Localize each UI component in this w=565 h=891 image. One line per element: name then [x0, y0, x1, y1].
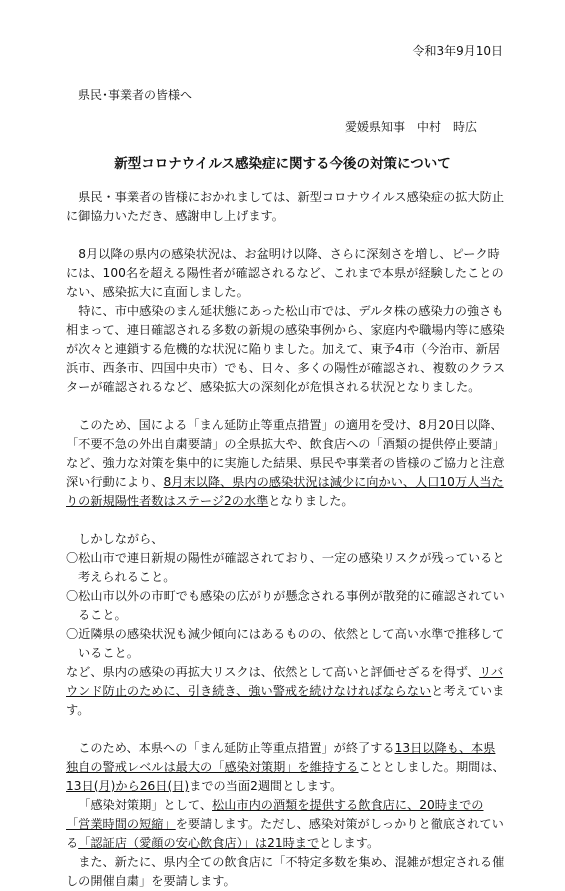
underlined-text: リバウンド防止のために、引き続き、強い警戒を続けなければならない [66, 665, 504, 698]
paragraph-matsuyama-situation: 特に、市中感染のまん延状態にあった松山市では、デルタ株の感染力の強さも相まって、連日確認される多数の新規の感染事例から、家庭内や職場内等に感染が次々と連鎖する危機的な状況に陥りました。加えて、東予4市（今治市、新居浜市、西条市、四国中央市）でも、日々、多くの陽性が確認され、複数のクラスターが確認されるなど、感染拡大の深刻化が危惧される状況となりました。 [66, 304, 506, 394]
paragraph-august-situation: 8月以降の県内の感染状況は、お盆明け以降、さらに深刻さを増し、ピーク時には、100名を超える陽性者が確認されるなど、これまで本県が経験したことのない、感染拡大に直面しました。 [66, 247, 504, 299]
paragraph-measures-result: このため、国による「まん延防止等重点措置」の適用を受け、8月20日以降、「不要不急の外出自粛要請」の全県拡大や、飲食店への「酒類の提供停止要請」など、強力な対策を集中的に実施した結果、県民や事業者の皆様のご協力と注意深い行動により、8月末以降、県内の感染状況は減少に向かい、人口10万人当たりの新規陽性者数はステージ2の水準となりました。 [66, 418, 505, 508]
underlined-text: 「認証店（愛顔の安心飲食店）」は21時まで [78, 836, 320, 850]
list-item: 〇松山市で連日新規の陽性が確認されており、一定の感染リスクが残っていると考えられること。 [66, 551, 505, 584]
paragraph-however: しかしながら、 [78, 532, 164, 546]
document-date: 令和3年9月10日 [412, 44, 503, 58]
paragraph-business-hours: 「感染対策期」として、松山市内の酒類を提供する飲食店に、20時までの「営業時間の短縮」を要請します。ただし、感染対策がしっかりと徹底されている「認証店（愛顔の安心飲食店）」は21時までとします。 [66, 798, 504, 850]
paragraph-greeting: 県民・事業者の皆様におかれましては、新型コロナウイルス感染症の拡大防止に御協力いただき、感謝申し上げます。 [66, 190, 505, 223]
list-item: 〇近隣県の感染状況も減少傾向にはあるものの、依然として高い水準で推移していること。 [66, 627, 505, 660]
paragraph-event-restraint: また、新たに、県内全ての飲食店に「不特定多数を集め、混雑が想定される催しの開催自粛」を要請します。 [66, 855, 505, 888]
list-item: 〇松山市以外の市町でも感染の広がりが懸念される事例が散発的に確認されていること。 [66, 589, 505, 622]
underlined-text: 13日以降も、本県独自の警戒レベルは最大の「感染対策期」を維持する [66, 741, 496, 774]
paragraph-alert-level: このため、本県への「まん延防止等重点措置」が終了する13日以降も、本県独自の警戒レベルは最大の「感染対策期」を維持することとしました。期間は、13日(月)から26日(日)までの当面2週間とします。 [66, 741, 505, 793]
document-title: 新型コロナウイルス感染症に関する今後の対策について [114, 156, 451, 172]
paragraph-risk-assessment: など、県内の感染の再拡大リスクは、依然として高いと評価せざるを得ず、リバウンド防止のために、引き続き、強い警戒を続けなければならないと考えています。 [66, 665, 505, 717]
underlined-text: 8月末以降、県内の感染状況は減少に向かい、人口10万人当たりの新規陽性者数はステージ2の水準 [66, 475, 504, 508]
sender-signature: 愛媛県知事 中村 時広 [344, 120, 477, 134]
addressee: 県民･事業者の皆様へ [78, 88, 193, 102]
underlined-text: 松山市内の酒類を提供する飲食店に、20時までの「営業時間の短縮」 [66, 798, 484, 831]
underlined-text: 13日(月)から26日(日) [66, 779, 190, 793]
document-body [66, 188, 506, 891]
